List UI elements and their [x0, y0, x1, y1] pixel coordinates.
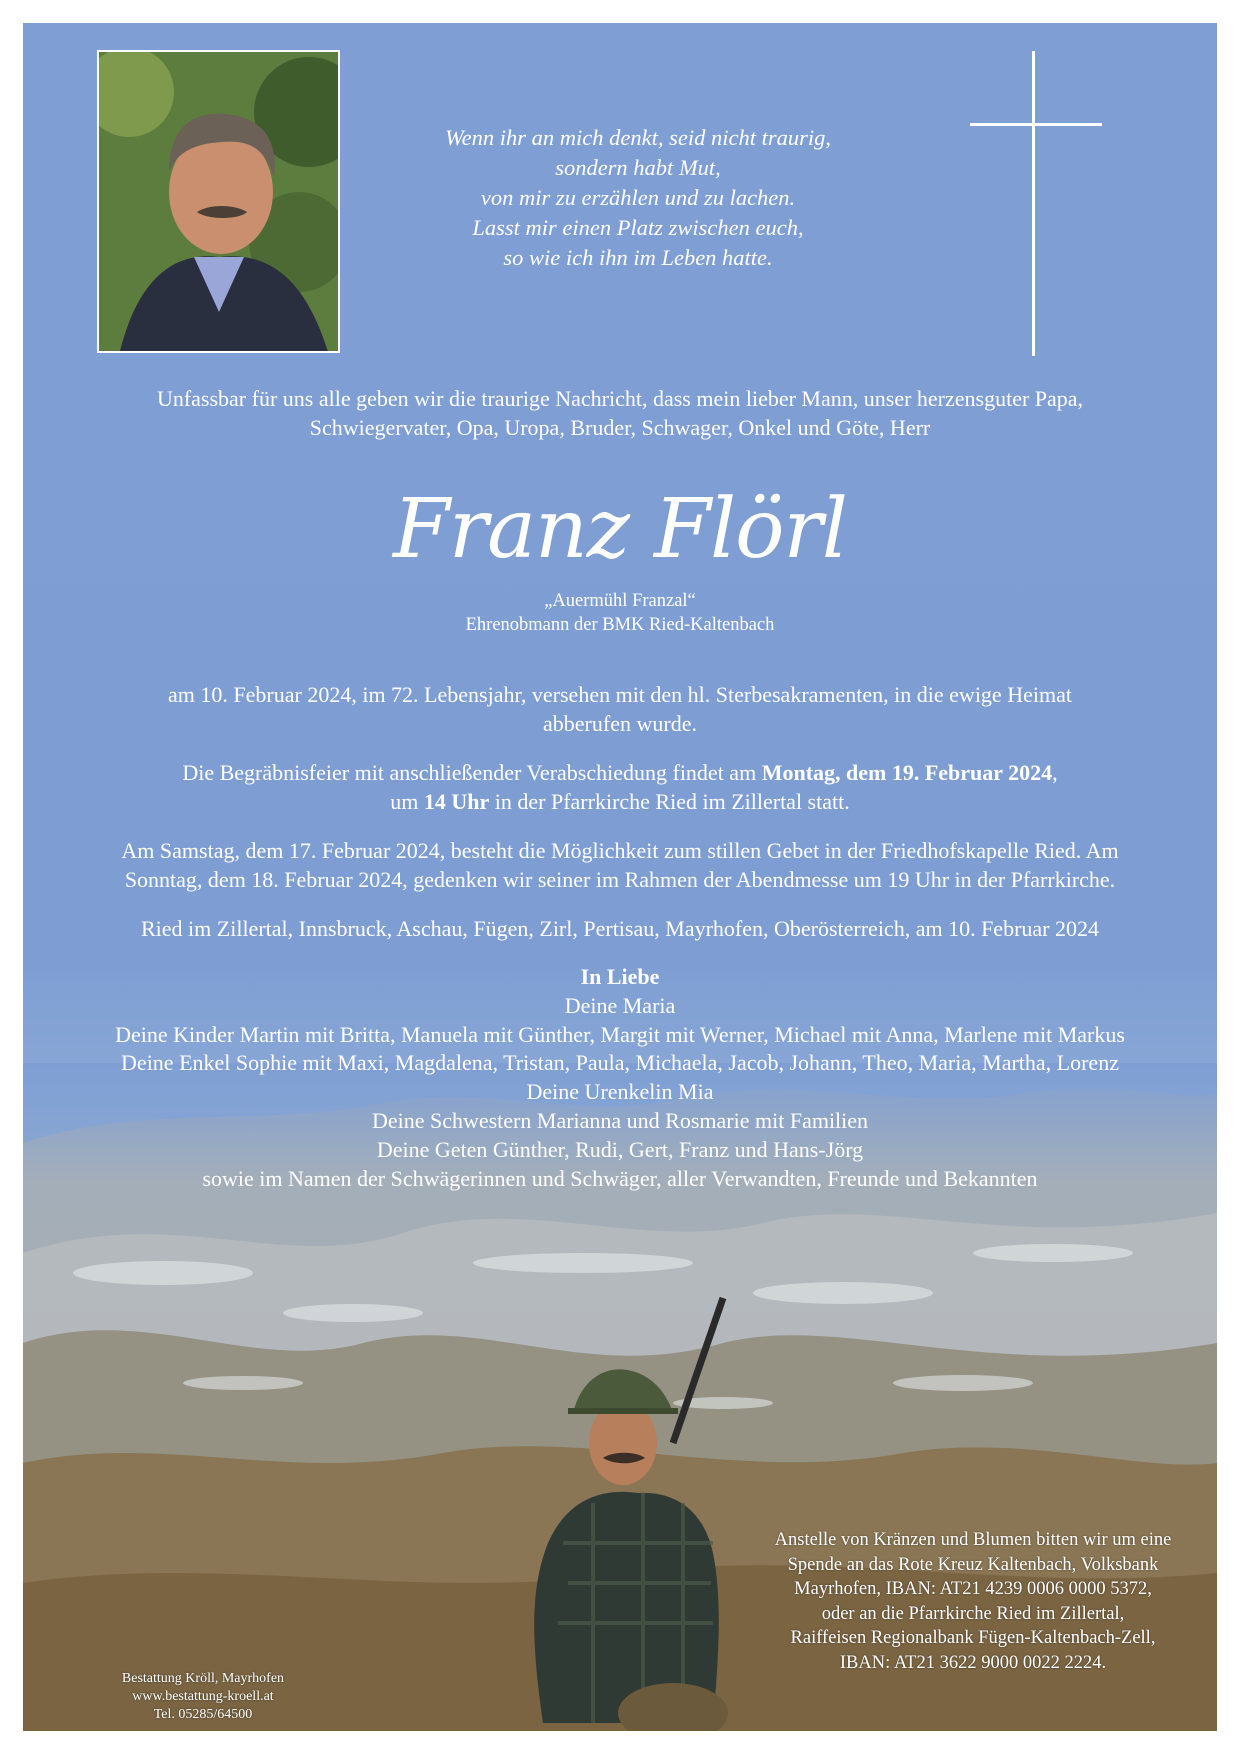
- quote-line: sondern habt Mut,: [555, 155, 721, 180]
- places-and-date: [43, 914, 1197, 943]
- funeral-text: Die Begräbnisfeier mit anschließender Verabschiedung findet am: [182, 760, 762, 785]
- prayer-line: Sonntag, dem 18. Februar 2024, gedenken wir seiner im Rahmen der Abendmesse um 19 Uhr in der Pfarrkirche.: [124, 867, 1116, 892]
- places-line: Ried im Zillertal, Innsbruck, Aschau, Fügen, Zirl, Pertisau, Mayrhofen, Oberösterreich, am 10. Februar 2024: [141, 916, 1099, 941]
- family-heading: [43, 963, 1197, 992]
- deceased-name: Franz Flörl: [393, 482, 847, 577]
- family-line: sowie im Namen der Schwägerinnen und Schwäger, aller Verwandten, Freunde und Bekannten: [202, 1165, 1038, 1191]
- undertaker-phone: Tel. 05285/64500: [153, 1707, 253, 1722]
- family-line: Deine Schwestern Marianna und Rosmarie mit Familien: [371, 1107, 869, 1133]
- deceased-title: Ehrenobmann der BMK Ried-Kaltenbach: [465, 615, 775, 635]
- donation-line: oder an die Pfarrkirche Ried im Zillertal,: [821, 1603, 1125, 1624]
- deceased-details: [43, 589, 1197, 637]
- quote-line: so wie ich ihn im Leben hatte.: [503, 245, 773, 270]
- quote-line: Lasst mir einen Platz zwischen euch,: [472, 215, 804, 240]
- memorial-quote: [358, 123, 918, 273]
- family-list: [43, 963, 1197, 1193]
- funeral-info: [43, 758, 1197, 816]
- donation-line: IBAN: AT21 3622 9000 0022 2224.: [839, 1652, 1107, 1673]
- family-line: Deine Maria: [564, 992, 676, 1018]
- funeral-text: um: [390, 789, 424, 814]
- family-line: Deine Geten Günther, Rudi, Gert, Franz und Hans-Jörg: [376, 1136, 864, 1162]
- family-line: Deine Kinder Martin mit Britta, Manuela mit Günther, Margit mit Werner, Michael mit Anna, Marlene mit Markus: [115, 1021, 1125, 1047]
- portrait-photo: [97, 50, 340, 353]
- cross-icon: [970, 51, 1102, 356]
- family-heading-text: In Liebe: [580, 964, 660, 989]
- death-notice-line: am 10. Februar 2024, im 72. Lebensjahr, versehen mit den hl. Sterbesakramenten, in die ewige Heimat: [168, 682, 1072, 707]
- donation-request: [723, 1528, 1217, 1675]
- prayer-info: [43, 836, 1197, 894]
- donation-line: Spende an das Rote Kreuz Kaltenbach, Volksbank: [787, 1554, 1159, 1575]
- quote-line: von mir zu erzählen und zu lachen.: [480, 185, 796, 210]
- prayer-line: Am Samstag, dem 17. Februar 2024, besteht die Möglichkeit zum stillen Gebet in der Friedhofskapelle Ried. Am: [121, 838, 1119, 863]
- donation-line: Raiffeisen Regionalbank Fügen-Kaltenbach-Zell,: [790, 1628, 1156, 1648]
- deceased-nickname: „Auermühl Franzal“: [544, 591, 696, 611]
- funeral-text: in der Pfarrkirche Ried im Zillertal statt.: [489, 789, 850, 814]
- funeral-date: Montag, dem 19. Februar 2024: [761, 760, 1053, 785]
- obituary-card: [23, 23, 1217, 1731]
- donation-line: Anstelle von Kränzen und Blumen bitten wir um eine: [774, 1530, 1172, 1550]
- funeral-text: ,: [1052, 760, 1058, 785]
- funeral-time: 14 Uhr: [423, 789, 490, 814]
- family-line: Deine Urenkelin Mia: [526, 1079, 714, 1105]
- announcement-intro: [43, 384, 1197, 442]
- undertaker-website: www.bestattung-kroell.at: [132, 1689, 274, 1704]
- undertaker-name: Bestattung Kröll, Mayrhofen: [121, 1671, 285, 1686]
- quote-line: Wenn ihr an mich denkt, seid nicht traurig,: [444, 125, 831, 150]
- funeral-line-1: [43, 758, 1197, 787]
- intro-line: Schwiegervater, Opa, Uropa, Bruder, Schwager, Onkel und Göte, Herr: [309, 415, 931, 440]
- family-line: Deine Enkel Sophie mit Maxi, Magdalena, Tristan, Paula, Michaela, Jacob, Johann, Theo, Maria, Martha, Lorenz: [121, 1050, 1119, 1076]
- undertaker-info: [78, 1670, 328, 1724]
- intro-line: Unfassbar für uns alle geben wir die traurige Nachricht, dass mein lieber Mann, unser herzensguter Papa,: [156, 386, 1084, 411]
- death-notice-line: abberufen wurde.: [543, 711, 697, 736]
- donation-line: Mayrhofen, IBAN: AT21 4239 0006 0000 5372,: [794, 1579, 1152, 1599]
- death-notice: [43, 680, 1197, 738]
- funeral-line-2: [43, 787, 1197, 816]
